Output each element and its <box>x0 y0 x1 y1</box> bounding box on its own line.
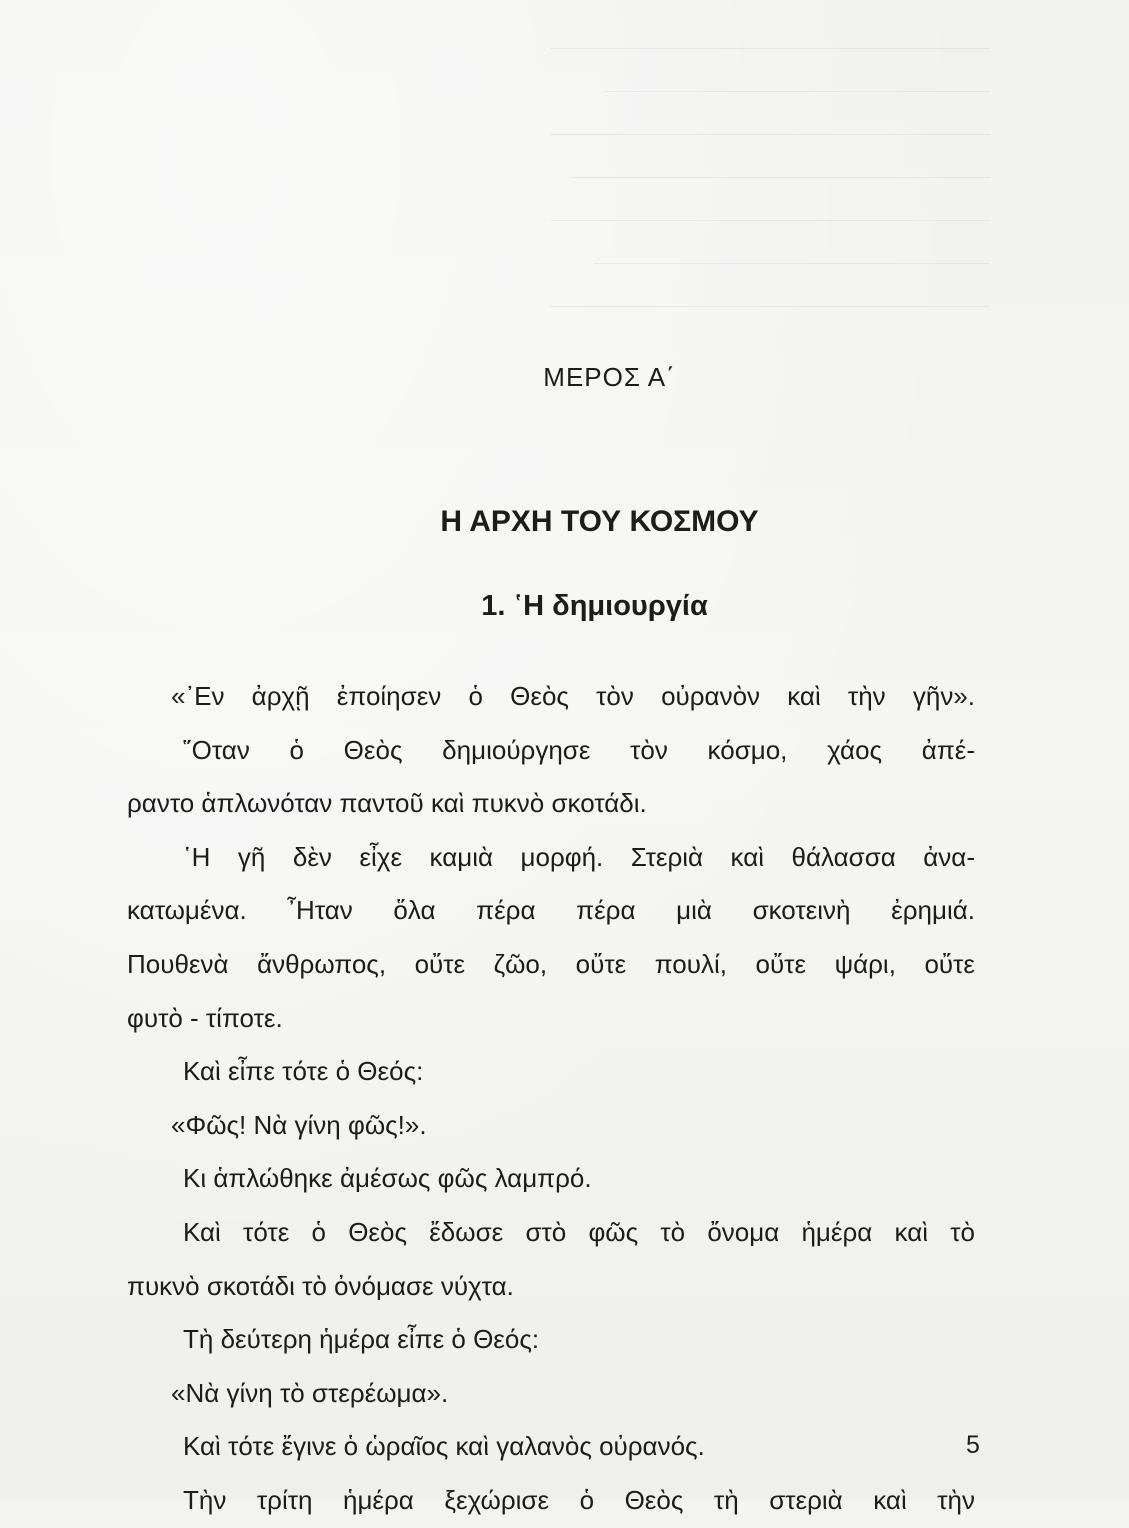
text-line: Καὶ τότε ὁ Θεὸς ἔδωσε στὸ φῶς τὸ ὄνομα ἡμέρα καὶ τὸ <box>183 1216 975 1247</box>
text-line: Καὶ εἶπε τότε ὁ Θεός: <box>183 1056 424 1087</box>
page-title: Η ΑΡΧΗ ΤΟΥ ΚΟΣΜΟΥ <box>440 505 759 538</box>
text-line: Τὴν τρίτη ἡμέρα ξεχώρισε ὁ Θεὸς τὴ στεριὰ καὶ τὴν <box>183 1484 975 1515</box>
text-line: Καὶ τότε ἔγινε ὁ ὡραῖος καὶ γαλανὸς οὐρανός. <box>183 1431 705 1462</box>
text-line: Πουθενὰ ἄνθρωπος, οὔτε ζῶο, οὔτε πουλί, οὔτε ψάρι, οὔτε <box>127 948 975 979</box>
text-line: ῞Οταν ὁ Θεὸς δημιούργησε τὸν κόσμο, χάος ἀπέ- <box>183 734 975 765</box>
text-line: κατωμένα. ῏Ηταν ὅλα πέρα πέρα μιὰ σκοτεινὴ ἐρημιά. <box>127 895 975 926</box>
chapter-title: 1. ῾Η δημιουργία <box>481 590 708 622</box>
text-line: φυτὸ - τίποτε. <box>127 1002 283 1033</box>
reverse-side-bleed-through: ⎯⎯⎯⎯⎯⎯⎯⎯⎯⎯⎯⎯⎯⎯⎯⎯⎯⎯⎯⎯⎯⎯⎯⎯⎯⎯⎯⎯⎯⎯⎯⎯⎯⎯⎯⎯⎯⎯⎯⎯ ⎯⎯⎯⎯⎯⎯⎯⎯⎯⎯⎯⎯⎯⎯⎯⎯⎯⎯⎯⎯⎯⎯⎯⎯⎯⎯⎯⎯⎯⎯⎯⎯⎯⎯⎯ ⎯⎯⎯⎯⎯⎯⎯⎯⎯⎯⎯⎯⎯⎯⎯⎯⎯⎯⎯⎯⎯⎯⎯⎯⎯⎯⎯⎯⎯⎯⎯⎯⎯⎯⎯⎯⎯⎯⎯⎯ ⎯⎯⎯⎯⎯⎯⎯⎯⎯⎯⎯⎯⎯⎯⎯⎯⎯⎯⎯⎯⎯⎯⎯⎯⎯⎯⎯⎯⎯⎯⎯⎯⎯⎯⎯⎯⎯⎯ ⎯⎯⎯⎯⎯⎯⎯⎯⎯⎯⎯⎯⎯⎯⎯⎯⎯⎯⎯⎯⎯⎯⎯⎯⎯⎯⎯⎯⎯⎯⎯⎯⎯⎯⎯⎯⎯⎯⎯⎯ ⎯⎯⎯⎯⎯⎯⎯⎯⎯⎯⎯⎯⎯⎯⎯⎯⎯⎯⎯⎯⎯⎯⎯⎯⎯⎯⎯⎯⎯⎯⎯⎯⎯⎯⎯⎯ ⎯⎯⎯⎯⎯⎯⎯⎯⎯⎯⎯⎯⎯⎯⎯⎯⎯⎯⎯⎯⎯⎯⎯⎯⎯⎯⎯⎯⎯⎯⎯⎯⎯⎯⎯⎯⎯⎯⎯⎯ <box>549 34 990 317</box>
text-line: ῾Η γῆ δὲν εἶχε καμιὰ μορφή. Στεριὰ καὶ θάλασσα ἀνα- <box>183 841 975 872</box>
text-line: Τὴ δεύτερη ἡμέρα εἶπε ὁ Θεός: <box>183 1324 540 1355</box>
text-line: ραντο ἁπλωνόταν παντοῦ καὶ πυκνὸ σκοτάδι. <box>127 788 647 819</box>
text-line: «Φῶς! Νὰ γίνη φῶς!». <box>171 1109 427 1140</box>
text-line: «᾿Εν ἀρχῇ ἐποίησεν ὁ Θεὸς τὸν οὐρανὸν καὶ τὴν γῆν». <box>171 681 975 711</box>
text-line: «Νὰ γίνη τὸ στερέωμα». <box>171 1377 449 1408</box>
page-number: 5 <box>966 1431 980 1459</box>
body-text <box>127 670 975 1528</box>
part-label: ΜΕΡΟΣ Α΄ <box>543 362 676 392</box>
text-line: πυκνὸ σκοτάδι τὸ ὀνόμασε νύχτα. <box>127 1270 514 1301</box>
text-line: Κι ἁπλώθηκε ἀμέσως φῶς λαμπρό. <box>183 1163 592 1194</box>
